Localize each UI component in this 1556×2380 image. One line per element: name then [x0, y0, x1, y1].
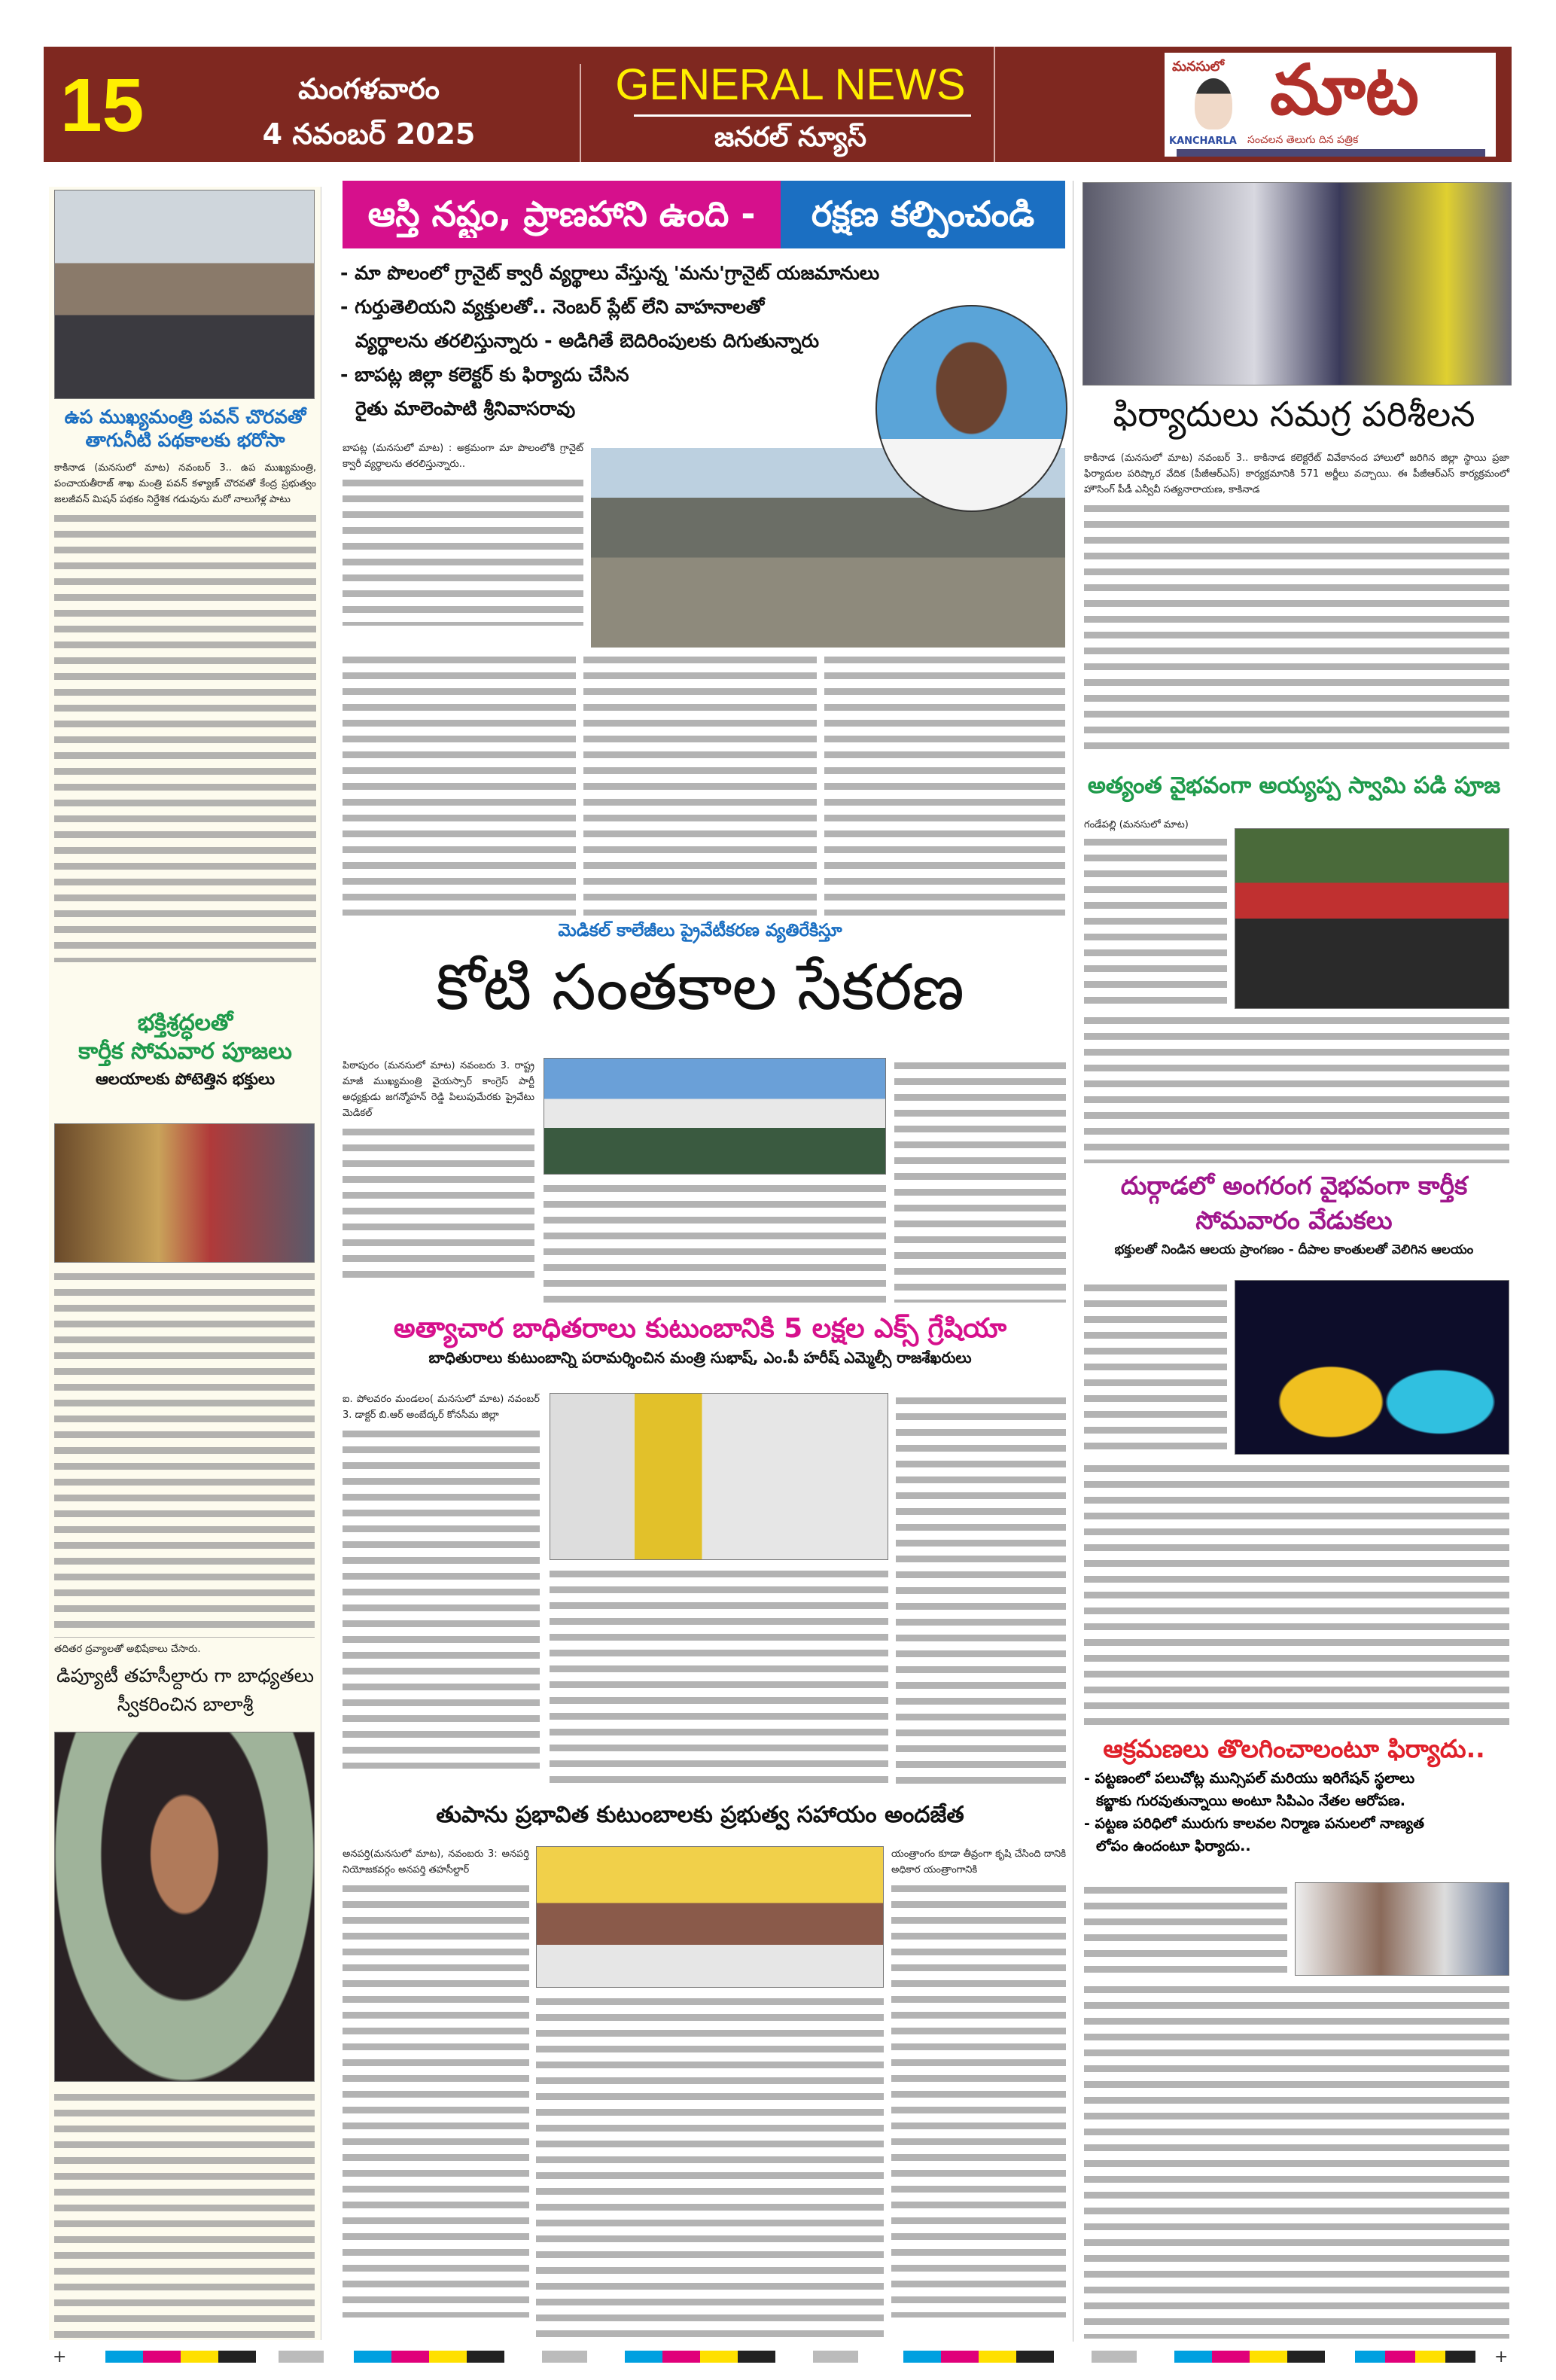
- story-pawan-water: [51, 405, 319, 962]
- color-bar: [279, 2351, 324, 2363]
- article-body-text: [1084, 501, 1509, 757]
- story-deputy-tahsildar-heading: [51, 1641, 319, 1719]
- photo-farmer-srinivasarao: [875, 305, 1067, 512]
- kicker-medical-colleges: మెడికల్ కాలేజీలు ప్రైవేటీకరణ వ్యతిరేకిస్తూ: [558, 921, 842, 940]
- bullet: - బాపట్ల జిల్లా కలెక్టర్ కు ఫిర్యాదు చేసిన: [340, 364, 629, 385]
- article-lead: ఐ. పోలవరం మండలం( మనసులో మాట) నవంబర్ 3. డాక్టర్ బి.ఆర్ అంబేద్కర్ కోనసీమ జిల్లా: [343, 1394, 540, 1421]
- story-karthika-pujas-heading: [51, 1009, 319, 1092]
- article-body-text: [343, 1124, 534, 1286]
- headline-pawan-water-schemes: ఉప ముఖ్యమంత్రి పవన్ చొరవతో తాగునీటి పథకాలకు భరోసా: [64, 406, 306, 452]
- article-body-text: [544, 1181, 886, 1303]
- article-col3-start: యంత్రాంగం కూడా తీవ్రంగా కృషి చేసింది దానికి అధికార యంత్రాంగానికి: [891, 1848, 1066, 1876]
- article-body-text: [54, 2089, 315, 2338]
- photo-cpm-leaders: [1295, 1882, 1509, 1976]
- headline-karthika-pujas: కార్తీక సోమవార పూజలు: [78, 1038, 292, 1065]
- founder-portrait-icon: [1195, 78, 1232, 130]
- article-body-text: [54, 510, 316, 962]
- color-bar: [105, 2351, 256, 2363]
- kicker-devotion: భక్తిశ్రద్ధలతో: [137, 1010, 233, 1036]
- article-body-text: [896, 1393, 1066, 1786]
- article-body-text: [1084, 1982, 1509, 2339]
- story-encroachment-heading: [1076, 1733, 1512, 1857]
- article-body-text: [1084, 1882, 1287, 1976]
- article-body-text: [1084, 1280, 1227, 1453]
- story-complaints-review: [1076, 390, 1512, 757]
- headline-complaints-review: ఫిర్యాదులు సమగ్ర పరిశీలన: [1113, 394, 1475, 434]
- subhead-minister-visit: బాధితురాలు కుటుంబాన్ని పరామర్శించిన మంత్రి సుభాష్, ఎం.పీ హరీష్ ఎమ్మెల్సీ రాజశేఖరులు: [428, 1348, 972, 1367]
- story-signatures-heading: [331, 920, 1069, 1032]
- section-title-te: జనరల్ న్యూస్: [714, 122, 867, 153]
- logo-main-text: మాట: [1270, 50, 1419, 130]
- weekday: మంగళవారం: [298, 72, 440, 105]
- color-bar: [1355, 2351, 1475, 2363]
- registration-mark-icon: +: [53, 2348, 67, 2366]
- page-number: 15: [60, 63, 145, 148]
- section-title-en: GENERAL NEWS: [615, 60, 966, 109]
- bullet: కబ్జాకు గురవుతున్నాయి అంటూ సిపిఎం నేతల ఆరోపణ.: [1096, 1793, 1405, 1810]
- photo-temple-puja: [54, 1123, 315, 1263]
- article-body-text: [343, 1881, 529, 2318]
- article-body-text: [1084, 1013, 1509, 1163]
- color-bar: [542, 2351, 587, 2363]
- photo-balasri: [54, 1732, 315, 2082]
- color-bar: [903, 2351, 1054, 2363]
- bullet: - మా పొలంలో గ్రానైట్ క్వారీ వ్యర్థాలు వేస్తున్న 'మను'గ్రానైట్ యజమానులు: [340, 262, 880, 284]
- article-body-text: [343, 475, 583, 626]
- article-lead: అనపర్తి(మనసులో మాట), నవంబరు 3: అనపర్తి నియోజకవర్గం అనపర్తి తహసీల్దార్: [343, 1848, 529, 1876]
- lead-headline-part1: ఆస్తి నష్టం, ప్రాణహాని ఉంది -: [367, 194, 756, 234]
- logo-tagline: సంచలన తెలుగు దిన పత్రిక: [1247, 134, 1359, 146]
- cyclone-article-col3: [891, 1846, 1066, 2318]
- divider: [994, 47, 995, 162]
- lead-bullets: [340, 256, 879, 425]
- bullet: - పట్టణంలో పలుచోట్ల మున్సిపల్ మరియు ఇరిగేషన్ స్థలాలు: [1084, 1770, 1415, 1787]
- article-body-text: [583, 652, 817, 916]
- encroachment-bullets: [1076, 1767, 1512, 1857]
- article-lead: పిఠాపురం (మనసులో మాట) నవంబరు 3. రాష్ట్ర మాజీ ముఖ్యమంత్రి వైయస్సార్ కాంగ్రెస్ పార్టీ అధ్యక్షుడు జగన్మోహన్ రెడ్డి పిలుపుమేరకు ప్రైవేటు మెడికల్: [343, 1060, 534, 1119]
- article-body-text: [894, 1058, 1066, 1303]
- color-bar: [813, 2351, 858, 2363]
- subhead-temple-lights: భక్తులతో నిండిన ఆలయ ప్రాంగణం - దీపాల కాంతులతో వెలిగిన ఆలయం: [1114, 1242, 1474, 1257]
- lead-article: [343, 440, 583, 626]
- article-body-text: [343, 1426, 540, 1769]
- headline-cyclone-aid: తుపాను ప్రభావిత కుటుంబాలకు ప్రభుత్వ సహాయం అందజేత: [331, 1801, 1069, 1830]
- registration-mark-icon: +: [1494, 2348, 1509, 2366]
- color-bar: [354, 2351, 504, 2363]
- photo-ayyappa-devotees: [1235, 828, 1509, 1009]
- article-lead: బాపట్ల (మనసులో మాట) : అక్రమంగా మా పొలంలోకి గ్రానైట్ క్వారీ వ్యర్థాలను తరలిస్తున్నారు..: [343, 443, 583, 470]
- article-body-text: [1084, 834, 1227, 1004]
- headline-crore-signatures: కోటి సంతకాల సేకరణ: [436, 949, 964, 1024]
- article-lead: గండేపల్లి (మనసులో మాట): [1084, 819, 1189, 830]
- article-body-text: [54, 1269, 315, 1638]
- bullet: రైతు మాలెంపాటి శ్రీనివాసరావు: [355, 398, 576, 419]
- headline-durgada-karthika: దుర్గాడలో అంగరంగ వైభవంగా కార్తీక సోమవారం వేడుకలు: [1120, 1171, 1468, 1235]
- divider: [580, 64, 581, 162]
- article-closing: తదితర ద్రవ్యాలతో అభిషేకాలు చేసారు.: [54, 1644, 201, 1655]
- ex-gratia-article: [343, 1391, 540, 1769]
- headline-deputy-tahsildar: డిప్యూటీ తహసీల్దారు గా బాధ్యతలు స్వీకరించిన బాలాశ్రీ: [56, 1665, 315, 1715]
- bullet: - గుర్తుతెలియని వ్యక్తులతో.. నెంబర్ ప్లేట్ లేని వాహనాలతో: [340, 296, 765, 318]
- article-body-text: [536, 1994, 884, 2339]
- article-body-text: [1084, 1461, 1509, 1728]
- article-body-text: [343, 652, 576, 916]
- bullet: లోపం ఉందంటూ ఫిర్యాదు..: [1096, 1838, 1251, 1855]
- color-bar: [625, 2351, 775, 2363]
- date: 4 నవంబర్ 2025: [262, 117, 476, 151]
- ayyappa-article: [1084, 817, 1227, 1004]
- divider: [634, 114, 971, 117]
- photo-officials-meeting: [54, 190, 315, 399]
- headline-ex-gratia: అత్యాచార బాధితరాలు కుటుంబానికి 5 లక్షల ఎక్స్ గ్రేషియా: [393, 1313, 1007, 1344]
- color-bar: [1092, 2351, 1137, 2363]
- photo-signature-campaign: [544, 1058, 886, 1175]
- logo-small-text: మనసులో: [1172, 59, 1225, 75]
- article-body-text: [550, 1566, 888, 1786]
- article-lead: కాకినాడ (మనసులో మాట) నవంబర్ 3.. ఉప ముఖ్యమంత్రి, పంచాయతీరాజ్ శాఖ మంత్రి పవన్ కళ్యాణ్ చొరవతో కేంద్ర ప్రభుత్వం జలజీవన్ మిషన్ పథకం నిర్దేశిక గడువును మరో నాలుగేళ్ల పాటు: [54, 462, 316, 505]
- logo-brand: KANCHARLA: [1169, 136, 1237, 147]
- subhead-devotees: ఆలయాలకు పోటెత్తిన భక్తులు: [95, 1070, 276, 1088]
- signatures-article: [343, 1058, 534, 1286]
- photo-grievance-hall: [1083, 182, 1512, 385]
- photo-illuminated-temple: [1235, 1280, 1509, 1455]
- story-ex-gratia-heading: [331, 1312, 1069, 1367]
- cyclone-article: [343, 1846, 529, 2318]
- bullet: - పట్టణ పరిధిలో మురుగు కాలవల నిర్మాణ పనులలో నాణ్యత: [1084, 1815, 1424, 1833]
- logo-bar: [1177, 149, 1485, 157]
- headline-ayyappa-puja: అత్యంత వైభవంగా అయ్యప్ప స్వామి పడి పూజ: [1076, 772, 1512, 800]
- photo-ministers-with-family: [550, 1393, 888, 1560]
- article-body-text: [824, 652, 1065, 916]
- bullet: వ్యర్థాలను తరలిస్తున్నారు - అడిగితే బెదిరింపులకు దిగుతున్నారు: [355, 330, 819, 352]
- edition-date: [226, 66, 512, 157]
- newspaper-logo: [1165, 50, 1496, 157]
- article-body-text: [891, 1881, 1066, 2318]
- lead-headline-part2: రక్షణ కల్పించండి: [811, 194, 1035, 234]
- color-bar: [1174, 2351, 1325, 2363]
- story-durgada-heading: [1076, 1169, 1512, 1258]
- photo-aid-distribution: [536, 1846, 884, 1988]
- headline-encroachment-complaint: ఆక్రమణలు తొలగించాలంటూ ఫిర్యాదు..: [1103, 1734, 1485, 1763]
- article-lead: కాకినాడ (మనసులో మాట) నవంబర్ 3.. కాకినాడ కలెక్టరేట్ వివేకానంద హాలులో జరిగిన జిల్లా స్థాయి ప్రజా ఫిర్యాదుల పరిష్కార వేదిక (పీజీఆర్ఎస్) కార్యక్రమానికి 571 అర్జీలు వచ్చాయి. ఈ పీజీఆర్ఎస్ కార్యక్రమంలో హౌసింగ్ పీడీ ఎన్వీవీ సత్యనారాయణ, కాకినాడ: [1084, 453, 1509, 495]
